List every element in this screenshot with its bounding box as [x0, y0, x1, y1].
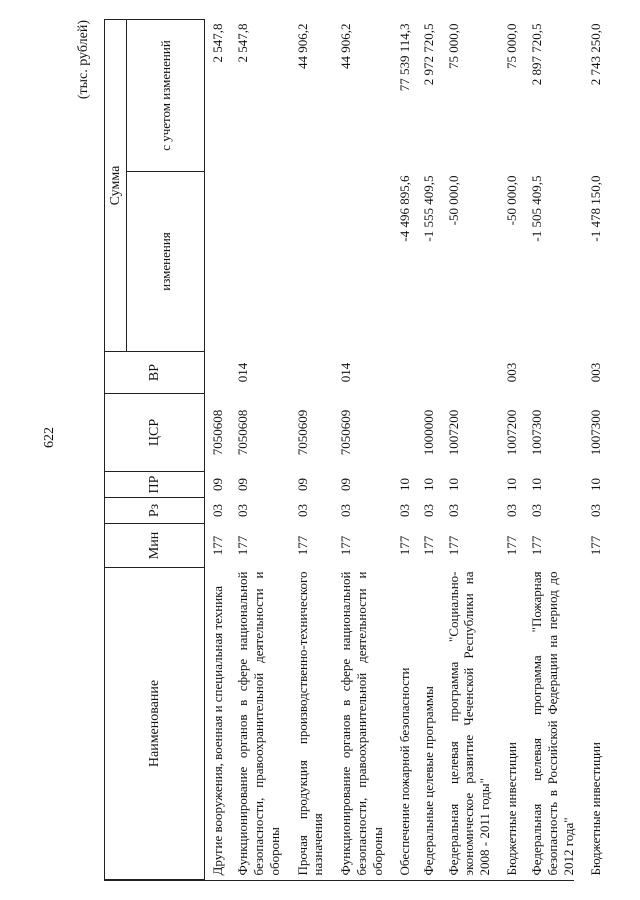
row-rz: 03	[504, 504, 520, 517]
table-row	[499, 20, 523, 880]
row-change	[289, 172, 333, 352]
row-rz: 03	[587, 504, 603, 517]
row-pr: 10	[445, 478, 461, 491]
row-vr: 014	[234, 362, 250, 383]
row-pr: 10	[420, 478, 436, 491]
row-min: 177	[504, 535, 520, 556]
row-csr: 7050609	[338, 409, 354, 456]
row-total: 2 547,8	[234, 23, 250, 63]
row-rz: 03	[234, 504, 250, 517]
row-min: 177	[338, 535, 354, 556]
table-row	[416, 20, 440, 880]
row-name: Федеральные целевые программы	[420, 686, 436, 876]
row-total: 44 906,2	[338, 23, 354, 69]
table-body	[205, 20, 607, 880]
row-pr: 10	[587, 478, 603, 491]
row-name: Функционирование органов в сфере национальной безопасности, правоохранительной деятельности и обороны	[234, 571, 282, 876]
row-min: 177	[587, 535, 603, 556]
row-min: 177	[294, 535, 310, 556]
row-change	[229, 172, 289, 352]
row-pr: 09	[294, 478, 310, 491]
row-name: Бюджетные инвестиции	[504, 742, 520, 876]
row-change: -1 478 150,0	[587, 175, 603, 242]
header-pr: ПР	[105, 472, 205, 498]
row-min: 177	[420, 535, 436, 556]
row-csr: 1000000	[420, 409, 436, 456]
row-total: 75 000,0	[445, 23, 461, 69]
row-total: 2 743 250,0	[587, 23, 603, 86]
table-row	[205, 20, 229, 880]
row-csr: 7050608	[210, 409, 226, 456]
row-total: 2 897 720,5	[528, 23, 544, 86]
row-pr: 09	[210, 478, 226, 491]
table-row	[289, 20, 333, 880]
row-name: Прочая продукция производственно-технического назначения	[294, 571, 326, 876]
row-pr: 10	[396, 478, 412, 491]
row-csr: 1007200	[504, 409, 520, 456]
row-change: -50 000,0	[504, 175, 520, 226]
row-total: 77 539 114,3	[396, 23, 412, 92]
row-pr: 09	[338, 478, 354, 491]
table-header	[105, 20, 205, 880]
row-min: 177	[210, 535, 226, 556]
header-with-changes: с учетом изменений	[127, 20, 205, 172]
header-change: изменения	[127, 172, 205, 352]
row-name: Обеспечение пожарной безопасности	[396, 667, 412, 876]
row-pr: 10	[528, 478, 544, 491]
row-rz: 03	[420, 504, 436, 517]
row-csr: 1007200	[445, 409, 461, 456]
row-min: 177	[396, 535, 412, 556]
row-csr: 1007300	[528, 409, 544, 456]
row-name: Федеральная целевая программа "Пожарная безопасность в Российской Федерации на период до 2012 года"	[528, 571, 576, 876]
row-total: 75 000,0	[504, 23, 520, 69]
table-row	[440, 20, 500, 880]
row-rz: 03	[210, 504, 226, 517]
row-vr: 003	[587, 362, 603, 383]
row-vr	[416, 352, 440, 394]
row-change: -1 555 409,5	[420, 175, 436, 242]
row-min: 177	[445, 535, 461, 556]
table-row	[392, 20, 416, 880]
row-rz: 03	[528, 504, 544, 517]
table-left-rule	[104, 880, 574, 881]
row-vr	[392, 352, 416, 394]
units-label: (тыс. рублей)	[76, 20, 91, 100]
row-vr: 003	[504, 362, 520, 383]
row-change: -4 496 895,6	[396, 175, 412, 242]
page-number: 622	[42, 427, 57, 448]
row-csr	[392, 394, 416, 472]
row-change: -50 000,0	[445, 175, 461, 226]
rotated-page-content	[76, 20, 603, 880]
row-pr: 10	[504, 478, 520, 491]
table-row	[583, 20, 607, 880]
row-rz: 03	[338, 504, 354, 517]
row-total: 2 547,8	[210, 23, 226, 63]
row-name: Бюджетные инвестиции	[587, 742, 603, 876]
table-row	[229, 20, 289, 880]
row-total: 2 972 720,5	[420, 23, 436, 86]
row-vr	[205, 352, 229, 394]
header-min: Мин	[105, 524, 205, 568]
header-name: Наименование	[105, 568, 205, 880]
row-csr: 1007300	[587, 409, 603, 456]
row-change	[332, 172, 392, 352]
row-rz: 03	[445, 504, 461, 517]
row-min: 177	[234, 535, 250, 556]
row-name: Другие вооружения, военная и специальная техника	[210, 585, 226, 876]
budget-table	[104, 19, 606, 880]
header-vr: ВР	[105, 352, 205, 394]
row-vr	[440, 352, 500, 394]
header-csr: ЦСР	[105, 394, 205, 472]
row-rz: 03	[396, 504, 412, 517]
table-row	[523, 20, 583, 880]
row-vr	[289, 352, 333, 394]
row-csr: 7050609	[294, 409, 310, 456]
row-csr: 7050608	[234, 409, 250, 456]
row-vr	[523, 352, 583, 394]
row-vr: 014	[338, 362, 354, 383]
row-pr: 09	[234, 478, 250, 491]
row-change: -1 505 409,5	[528, 175, 544, 242]
table-row	[332, 20, 392, 880]
row-total: 44 906,2	[294, 23, 310, 69]
row-change	[205, 172, 229, 352]
row-min: 177	[528, 535, 544, 556]
header-sum: Сумма	[105, 20, 127, 352]
row-rz: 03	[294, 504, 310, 517]
row-name: Функционирование органов в сфере национальной безопасности, правоохранительной деятельности и обороны	[338, 571, 385, 876]
header-rz: Рз	[105, 498, 205, 524]
row-name: Федеральная целевая программа "Социально-экономическое развитие Чеченской Республики на 2008 - 2011 годы"	[445, 571, 493, 876]
